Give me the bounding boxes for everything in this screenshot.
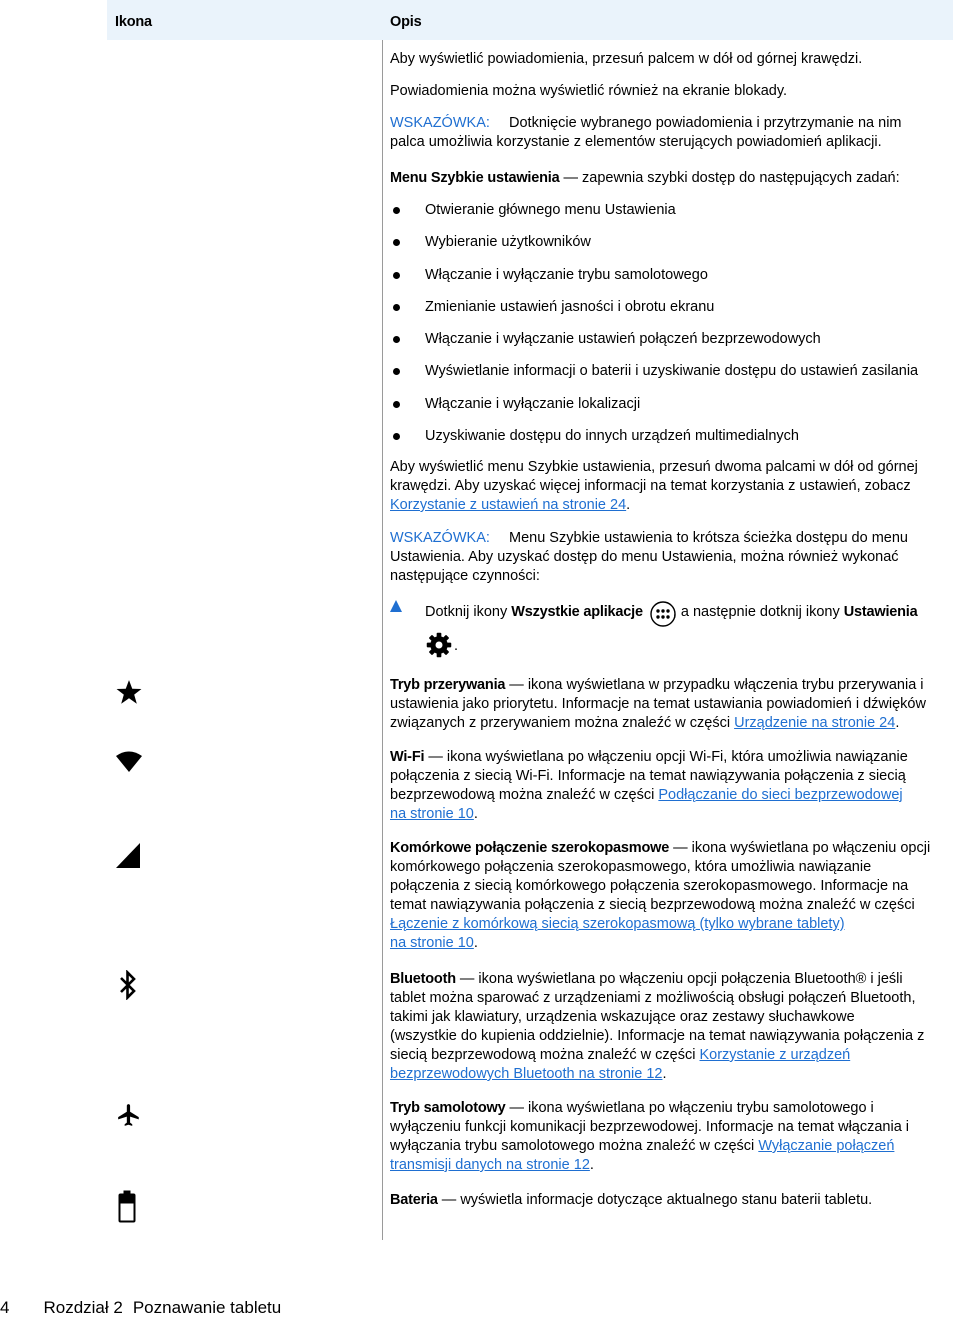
- plane-line-3: wyłączania trybu samolotowego można znaleźć w części: [390, 1138, 759, 1154]
- link-podlaczanie-page[interactable]: na stronie 10: [390, 806, 474, 822]
- intro-text-1: Aby wyświetlić powiadomienia, przesuń palcem w dół od górnej krawędzi.: [390, 51, 863, 67]
- tip-label: WSKAZÓWKA:: [390, 115, 490, 131]
- column-header-ikona: Ikona: [115, 14, 152, 30]
- list-item: Włączanie i wyłączanie ustawień połączeń bezprzewodowych: [425, 331, 821, 347]
- link-wylaczanie-page[interactable]: transmisji danych na stronie 12: [390, 1157, 590, 1173]
- column-header-opis: Opis: [390, 14, 422, 30]
- mobile-line-1: — ikona wyświetlana po włączeniu opcji: [669, 840, 931, 856]
- star-icon: [116, 679, 142, 705]
- menu-title-rest: — zapewnia szybki dostęp do następujących zadań:: [559, 170, 900, 186]
- plane-line-2: wyłączeniu funkcji komunikacji bezprzewodowej. Informacje na temat włączania i: [390, 1119, 910, 1135]
- plane-line-1: — ikona wyświetlana po włączeniu trybu samolotowego i: [505, 1100, 874, 1116]
- airplane-icon: [116, 1101, 142, 1129]
- bullet-dot: [393, 401, 400, 408]
- tip-2-line-3: następujące czynności:: [390, 568, 540, 584]
- bt-line-3: takimi jak klawiatury, urządzenia wskazujące oraz zestawy słuchawkowe: [390, 1009, 855, 1025]
- intro-text-2: Powiadomienia można wyświetlić również na ekranie blokady.: [390, 83, 788, 99]
- tip-1-line-2: palca umożliwia korzystanie z elementów sterujących powiadomień aplikacji.: [390, 134, 882, 150]
- step-all-apps: Wszystkie aplikacje: [511, 604, 643, 620]
- row-mobile: [390, 839, 945, 953]
- bt-line-1: — ikona wyświetlana po włączeniu opcji połączenia Bluetooth® i jeśli: [455, 971, 903, 987]
- bullet-dot: [393, 272, 400, 279]
- mobile-line-4: temat nawiązywania połączenia z siecią bezprzewodową można znaleźć w części: [390, 897, 915, 913]
- row-wifi: [390, 748, 945, 824]
- chapter-title: Poznawanie tabletu: [132, 1298, 282, 1317]
- tip-1-line-1: Dotknięcie wybranego powiadomienia i przytrzymanie na nim: [509, 115, 902, 131]
- battery-icon: [118, 1190, 136, 1223]
- bullet-dot: [393, 433, 400, 440]
- tip-2: [390, 529, 945, 586]
- wifi-line-1: — ikona wyświetlana po włączeniu opcji Wi-Fi, która umożliwia nawiązanie: [424, 749, 908, 765]
- list-item: Włączanie i wyłączanie trybu samolotowego: [425, 267, 708, 283]
- triangle-bullet-icon: [390, 600, 402, 612]
- link-korzystanie-z-ustawien[interactable]: Korzystanie z ustawień na stronie 24: [390, 497, 627, 513]
- link-korzystanie-bt[interactable]: Korzystanie z urządzeń: [699, 1047, 851, 1063]
- tip-label: WSKAZÓWKA:: [390, 530, 490, 546]
- mobile-line-2: komórkowego połączenia szerokopasmowego, która umożliwia nawiązanie: [390, 859, 872, 875]
- link-lacznie-page[interactable]: na stronie 10: [390, 935, 474, 951]
- list-item: Uzyskiwanie dostępu do innych urządzeń multimedialnych: [425, 428, 799, 444]
- period: .: [473, 806, 478, 822]
- column-divider: [382, 40, 383, 1240]
- row-airplane: [390, 1099, 945, 1175]
- tip-2-line-2: Ustawienia. Aby uzyskać dostęp do menu Ustawienia, można również wykonać: [390, 549, 899, 565]
- interrupt-line-2: ustawienia jako priorytetu. Informacje na temat ustawiania powiadomień i dźwięków: [390, 696, 926, 712]
- plane-title: Tryb samolotowy: [390, 1100, 506, 1116]
- bullet-dot: [393, 207, 400, 214]
- page-number: 4: [0, 1298, 10, 1317]
- row-interrupt: [390, 676, 945, 733]
- link-podlaczanie[interactable]: Podłączanie do sieci bezprzewodowej: [658, 787, 903, 803]
- period: .: [589, 1157, 594, 1173]
- gear-icon: [425, 631, 453, 659]
- battery-title: Bateria: [390, 1192, 438, 1208]
- wifi-line-2: połączenia z siecią Wi-Fi. Informacje na temat nawiązywania połączenia z siecią: [390, 768, 906, 784]
- battery-line-1: — wyświetla informacje dotyczące aktualnego stanu baterii tabletu.: [437, 1192, 873, 1208]
- page-footer: [0, 1298, 281, 1318]
- period: .: [662, 1066, 667, 1082]
- step-text-mid: , a następnie dotknij ikony: [672, 604, 844, 620]
- list-item: Włączanie i wyłączanie lokalizacji: [425, 396, 641, 412]
- bullet-dot: [393, 336, 400, 343]
- mobile-line-3: połączenia z siecią komórkowego połączenia szerokopasmowego. Informacje na: [390, 878, 909, 894]
- link-korzystanie-bt-page[interactable]: bezprzewodowych Bluetooth na stronie 12: [390, 1066, 663, 1082]
- row-bluetooth: [390, 970, 945, 1084]
- wifi-line-3: bezprzewodową można znaleźć w części: [390, 787, 659, 803]
- interrupt-title: Tryb przerywania: [390, 677, 506, 693]
- all-apps-icon: [650, 601, 676, 627]
- list-item: Zmienianie ustawień jasności i obrotu ekranu: [425, 299, 715, 315]
- bullet-dot: [393, 304, 400, 311]
- list-item: Wyświetlanie informacji o baterii i uzyskiwanie dostępu do ustawień zasilania: [425, 363, 919, 379]
- link-urzadzenie[interactable]: Urządzenie na stronie 24: [734, 715, 896, 731]
- menu-title: Menu Szybkie ustawienia: [390, 170, 560, 186]
- bluetooth-icon: [119, 970, 137, 1000]
- period: .: [473, 935, 478, 951]
- bt-line-2: tablet można sparować z urządzeniami z możliwością obsługi połączeń Bluetooth,: [390, 990, 916, 1006]
- link-wylaczanie[interactable]: Wyłączanie połączeń: [758, 1138, 895, 1154]
- bt-title: Bluetooth: [390, 971, 456, 987]
- bt-line-4: (wszystkie do kupienia oddzielnie). Informacje na temat nawiązywania połączenia z: [390, 1028, 925, 1044]
- interrupt-line-3: związanych z przerywaniem można znaleźć w części: [390, 715, 735, 731]
- step-end: .: [454, 638, 459, 654]
- menu-after-line-2: krawędzi. Aby uzyskać więcej informacji na temat korzystania z ustawień, zobacz: [390, 478, 911, 494]
- mobile-title: Komórkowe połączenie szerokopasmowe: [390, 840, 670, 856]
- tip-2-line-1: Menu Szybkie ustawienia to krótsza ścieżka dostępu do menu: [509, 530, 908, 546]
- step-settings: Ustawienia: [843, 604, 918, 620]
- wifi-title: Wi-Fi: [390, 749, 425, 765]
- bullet-dot: [393, 239, 400, 246]
- step-text: Dotknij ikony: [425, 604, 512, 620]
- interrupt-line-1: — ikona wyświetlana w przypadku włączenia trybu przerywania i: [505, 677, 924, 693]
- wifi-icon: [115, 751, 143, 773]
- cellular-signal-icon: [116, 843, 141, 868]
- menu-intro: [390, 169, 945, 188]
- menu-after-line-1: Aby wyświetlić menu Szybkie ustawienia, przesuń dwoma palcami w dół od górnej: [390, 459, 918, 475]
- list-item: Wybieranie użytkowników: [425, 234, 591, 250]
- row-battery: [390, 1191, 945, 1210]
- tip-1: [390, 114, 945, 152]
- bt-line-5: siecią bezprzewodową można znaleźć w części: [390, 1047, 700, 1063]
- bullet-dot: [393, 368, 400, 375]
- table-header: [107, 0, 953, 40]
- list-item: Otwieranie głównego menu Ustawienia: [425, 202, 676, 218]
- period: .: [626, 497, 631, 513]
- link-lacznie-komorkowa[interactable]: Łączenie z komórkową siecią szerokopasmową (tylko wybrane tablety): [390, 916, 845, 932]
- menu-after: [390, 458, 945, 515]
- chapter-label: Rozdział 2: [43, 1298, 123, 1317]
- period: .: [895, 715, 900, 731]
